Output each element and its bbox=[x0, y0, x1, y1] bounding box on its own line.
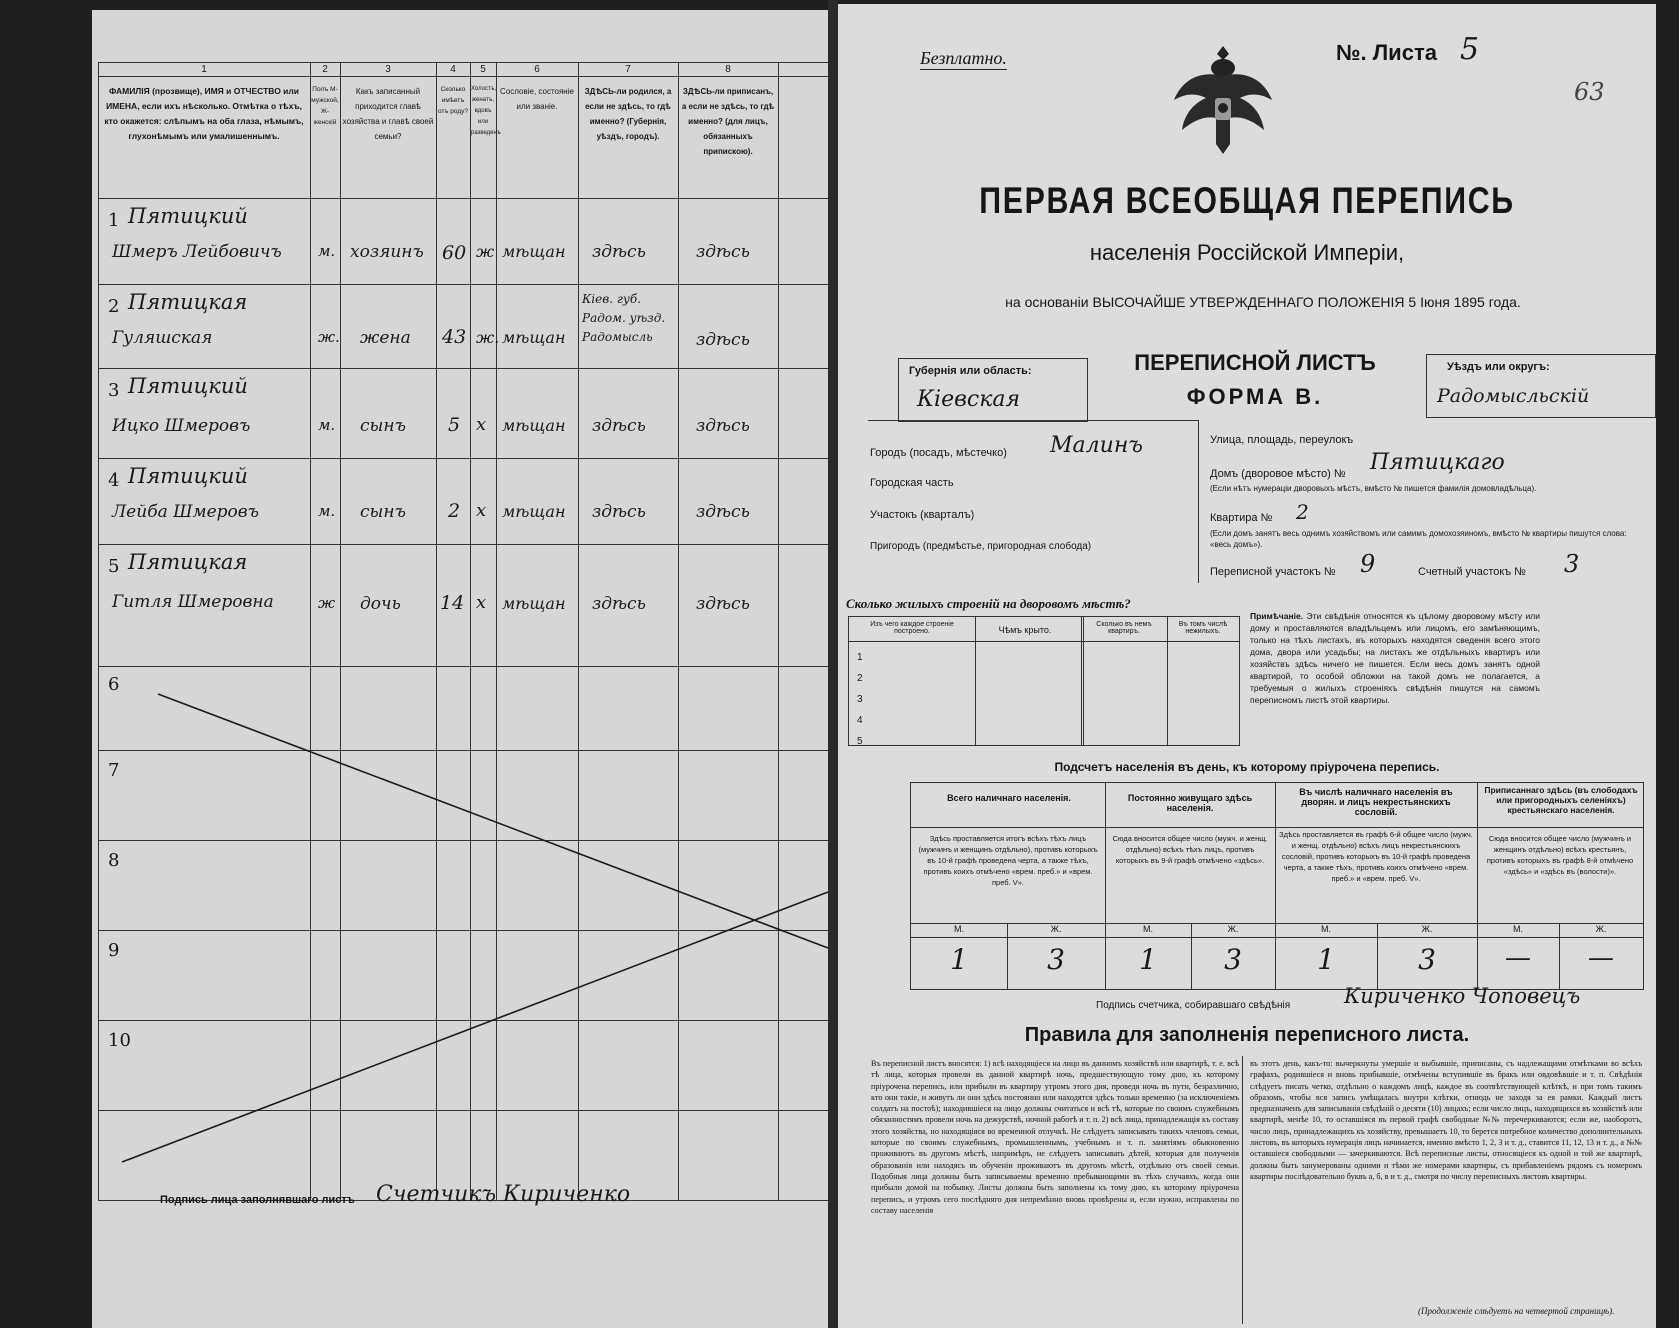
district-box bbox=[1426, 354, 1656, 418]
birthplace-cell: Кіев. губ. Радом. уѣзд. Радомысль bbox=[582, 292, 666, 344]
apartment-label: Квартира № bbox=[1210, 512, 1273, 524]
rules-column-1: Въ переписной листъ вносятся: 1) всѣ находящіеся на лицо въ данномъ хозяйствѣ или квартирѣ, т. е. всѣ тѣ лица, которыя провели въ данной квартирѣ ночь, предшествующую тому дню, къ которому пріурочена перепись, или прибыли въ квартиру утромъ этого дня, проведя ночь въ пути, безразлично, кто они такіе, и живутъ ли они здѣсь постоянно или находятся здѣсь только временно (за исключеніемъ солдатъ на постоѣ); находившіеся на лицо должны считаться и всѣ тѣ, которые по своимъ служебнымъ обязанностямъ провели ночь на дежурствѣ, ночной работѣ и т. п. 2) всѣ лица, принадлежащія къ составу этого хозяйства, но находящіяся во временной отлучкѣ. Не слѣдуетъ записывать такихъ членовъ семьи, которые по своимъ служебнымъ, промышленнымъ, учебнымъ и т. п. занятіямъ обыкновенно проживаютъ въ другомъ мѣстѣ, напримѣръ, не слѣдуетъ записывать дѣтей, которыя для полученія образованія или находясь въ обученіи проживаютъ въ другомъ мѣстѣ, отдѣльно отъ своей семьи. Подобныя лица должны быть записываемы временно пребывающими въ тѣхъ случаяхъ, когда они прибыли домой на побывку. Листы должны быть заполнены къ тому дню, къ которому пріурочена перепись, и утромъ сего послѣдняго дня непремѣнно вновь провѣрены и, если нужно, исправлены по составу населенія bbox=[871, 1059, 1239, 1215]
count-header-peasant: Приписаннаго здѣсь (въ слободахъ или пригородныхъ селеніяхъ) крестьянскаго населенія. bbox=[1484, 785, 1638, 815]
estate-cell: мѣщан bbox=[502, 328, 566, 347]
row-number: 10 bbox=[108, 1030, 131, 1051]
ascribed-cell: здѣсь bbox=[696, 502, 750, 522]
bt-header-nonresidential: Въ томъ числѣ нежилыхъ. bbox=[1178, 621, 1228, 635]
birthplace-cell: здѣсь bbox=[592, 416, 646, 436]
district-value: Радомысльскій bbox=[1437, 385, 1590, 407]
province-value: Кіевская bbox=[917, 387, 1021, 412]
book-spine bbox=[828, 0, 838, 1328]
province-box bbox=[898, 358, 1088, 422]
sheet-number-label: №. Листа bbox=[1336, 40, 1437, 65]
header-ascribed: ЗДѢСЬ-ли приписанъ, а если не здѣсь, то гдѣ именно? (для лицъ, обязанныхъ припискою). bbox=[681, 87, 775, 156]
col-number: 4 bbox=[450, 64, 456, 75]
surname-cell: Пятицкий bbox=[128, 204, 248, 228]
m-label: М. bbox=[954, 924, 964, 934]
surname-cell: Пятицкая bbox=[128, 290, 248, 314]
address-right bbox=[1200, 420, 1640, 590]
row-number: 7 bbox=[108, 760, 120, 781]
count-peasant-f: — bbox=[1588, 943, 1614, 973]
relation-cell: сынъ bbox=[360, 502, 406, 522]
count-note-permanent: Сюда вносится общее число (мужч. и женщ. отдѣльно) всѣхъ тѣхъ лицъ, противъ которыхъ въ 9-й графѣ отмѣчено «здѣсь». bbox=[1112, 834, 1268, 865]
rules-title: Правила для заполненія переписного листа. bbox=[1024, 1024, 1470, 1046]
census-table bbox=[98, 62, 828, 1200]
sex-cell: м. bbox=[318, 242, 336, 260]
row-number: 6 bbox=[108, 674, 120, 695]
estate-cell: мѣщан bbox=[502, 242, 566, 261]
estate-cell: мѣщан bbox=[502, 502, 566, 521]
house-value: Пятицкаго bbox=[1370, 450, 1505, 475]
census-area-value: 9 bbox=[1360, 550, 1376, 578]
city-part-label: Городская часть bbox=[870, 477, 954, 489]
surname-cell: Пятицкий bbox=[128, 464, 248, 488]
row-number: 4 bbox=[108, 470, 120, 491]
header-marital: Холостъ, женатъ, вдовъ или разведенъ bbox=[471, 86, 501, 136]
house-note: (Если нѣтъ нумераціи дворовыхъ мѣстъ, вмѣсто № пишется фамилія домовладѣльца). bbox=[1210, 484, 1537, 493]
strike-through-lines bbox=[98, 62, 828, 1200]
left-page bbox=[92, 10, 828, 1328]
census-area-label: Переписной участокъ № bbox=[1210, 566, 1336, 578]
note-text: Эти свѣдѣнія относятся къ цѣлому дворовому мѣсту или дому и проставляются владѣльцемъ или лицомъ, его замѣняющимъ, только на тѣхъ листахъ, въ которыхъ находятся сведенія всего этого дома, двора или усадьбы; на листахъ же отдѣльныхъ квартиръ или хозяйствъ здѣсь ничего не пишется. Если весь домъ занятъ одной квартирой, то особой обложки на такой домъ не полагается, а требуемыя о жилыхъ строеніяхъ свѣдѣнія пишутся на самомъ переписномъ листѣ этой квартиры. bbox=[1250, 611, 1540, 705]
ascribed-cell: здѣсь bbox=[696, 594, 750, 614]
m-label: М. bbox=[1513, 924, 1523, 934]
sheet-number-value: 5 bbox=[1460, 32, 1480, 67]
town-label: Городъ (посадъ, мѣстечко) bbox=[870, 447, 1007, 459]
district-label: Уѣздъ или округъ: bbox=[1447, 361, 1550, 373]
address-left bbox=[868, 420, 1199, 583]
relation-cell: дочь bbox=[360, 594, 401, 614]
f-label: Ж. bbox=[1421, 924, 1433, 934]
rules-continued: (Продолженіе слѣдуетъ на четвертой страницѣ). bbox=[1418, 1306, 1615, 1316]
age-cell: 5 bbox=[448, 414, 461, 436]
ascribed-cell: здѣсь bbox=[696, 242, 750, 262]
sex-cell: ж. bbox=[318, 328, 340, 346]
count-header-total: Всего наличнаго населенія. bbox=[947, 793, 1071, 803]
buildings-question: Сколько жилыхъ строеній на дворовомъ мѣстѣ? bbox=[846, 596, 1131, 611]
count-note-total: Здѣсь проставляется итогъ всѣхъ тѣхъ лицъ (мужчинъ и женщинъ отдѣльно), противъ которыхъ въ 10-й графѣ проведена черта, а также тѣхъ, противъ коихъ отмѣчено «врем. преб.» и «врем. преб. V». bbox=[918, 834, 1098, 887]
header-name: ФАМИЛІЯ (прозвище), ИМЯ и ОТЧЕСТВО или ИМЕНА, если ихъ нѣсколько. Отмѣтка о тѣхъ, кто окажется: слѣпымъ на оба глаза, нѣмымъ, глухонѣмымъ или умалишеннымъ. bbox=[104, 86, 304, 141]
enumerator-label: Подпись счетчика, собиравшаго свѣдѣнія bbox=[1096, 1000, 1291, 1011]
row-number: 1 bbox=[108, 210, 120, 231]
ascribed-cell: здѣсь bbox=[696, 416, 750, 436]
count-total-m: 1 bbox=[950, 943, 968, 976]
marital-cell: х bbox=[476, 414, 487, 435]
relation-cell: хозяинъ bbox=[350, 242, 424, 262]
form-subtitle: ФОРМА В. bbox=[1186, 384, 1324, 409]
bt-header-material: Изъ чего каждое строеніе построено. bbox=[870, 621, 954, 635]
m-label: М. bbox=[1143, 924, 1153, 934]
count-permanent-m: 1 bbox=[1139, 943, 1157, 976]
col-number: 2 bbox=[322, 64, 328, 75]
given-name-cell: Гитля Шмеровна bbox=[112, 592, 274, 612]
note-block bbox=[1250, 610, 1540, 706]
col-number: 8 bbox=[725, 64, 731, 75]
count-area-value: 3 bbox=[1564, 550, 1580, 578]
f-label: Ж. bbox=[1227, 924, 1239, 934]
town-value: Малинъ bbox=[1050, 433, 1143, 458]
ascribed-cell: здѣсь bbox=[696, 330, 750, 350]
bt-header-roof: Чѣмъ крыто. bbox=[998, 625, 1052, 635]
age-cell: 2 bbox=[448, 500, 461, 522]
f-label: Ж. bbox=[1595, 924, 1607, 934]
row-number: 2 bbox=[108, 296, 120, 317]
apartment-value: 2 bbox=[1296, 500, 1309, 524]
age-cell: 14 bbox=[440, 592, 465, 614]
row-number: 3 bbox=[108, 380, 120, 401]
sex-cell: ж bbox=[318, 594, 336, 612]
rules-column-2: въ этотъ день, какъ-то: вычеркнуты умершіе и выбывшіе, приписаны, съ надлежащими отмѣтками во всѣхъ графахъ, родившіеся и вновь прибывшіе, отмѣчены вступившіе въ бракъ или овдовѣвшіе и т. п. Свѣдѣнія слѣдуетъ писать четко, отдѣльно о каждомъ лицѣ, каждое въ соотвѣтствующей клѣткѣ, и при томъ такимъ образомъ, чтобы вся запись умѣщалась внутри клѣтки, отнюдь не заходя за ея рамки. Каждый листъ предназначенъ для записыванія свѣдѣній о десяти (10) лицахъ; если число лицъ, находящихся въ хозяйствѣ или квартирѣ, менѣе 10, то оставшіяся въ первой графѣ свободные №№ перечеркиваются; если же, наоборотъ, число лицъ, принадлежащихъ къ хозяйству, превышаетъ 10, то берется потребное количество дополнительныхъ листовъ, въ которыхъ нумерація лицъ начинается, именно вмѣсто 1, 2, 3 и т. д., ставится 11, 12, 13 и т. д., а №№ оставшіеся свободными — зачеркиваются. Всѣ переписные листы, относящіеся къ одной и той же квартирѣ, должны быть занумерованы одними и тѣми же номерами квартиры, съ прибавленіемъ рядомъ съ номеромъ квартиры послѣдовательно буквъ а, б, в и т. д., смотря по числу переписныхъ листовъ квартиры. bbox=[1250, 1059, 1642, 1181]
suburb-label: Пригородъ (предмѣстье, пригородная слобода) bbox=[870, 541, 1092, 552]
precinct-label: Участокъ (кварталъ) bbox=[870, 509, 975, 521]
row-number: 8 bbox=[108, 850, 120, 871]
birthplace-cell: здѣсь bbox=[592, 242, 646, 262]
age-cell: 43 bbox=[442, 326, 467, 348]
header-age: Сколько имѣетъ отъ роду? bbox=[437, 86, 469, 115]
count-header-nonpeasant: Въ числѣ наличнаго населенія въ дворян. и лицъ некрестьянскихъ сословій. bbox=[1299, 787, 1453, 817]
count-title: Подсчетъ населенія въ день, къ которому пріурочена перепись. bbox=[1054, 760, 1440, 774]
marital-cell: х bbox=[476, 592, 487, 613]
estate-cell: мѣщан bbox=[502, 416, 566, 435]
main-title: ПЕРВАЯ ВСЕОБЩАЯ ПЕРЕПИСЬ bbox=[979, 180, 1515, 221]
signature-value: Счетчикъ Кириченко bbox=[376, 1182, 631, 1207]
note-label: Примѣчаніе. bbox=[1250, 611, 1304, 621]
age-cell: 60 bbox=[442, 242, 467, 264]
col-number: 6 bbox=[534, 64, 540, 75]
birthplace-cell: здѣсь bbox=[592, 502, 646, 522]
street-label: Улица, площадь, переулокъ bbox=[1210, 434, 1354, 446]
apartment-note: (Если домъ занятъ весь однимъ хозяйствомъ или самимъ домохозяиномъ, вмѣсто № квартиры пишутся слова: «весь домъ»). bbox=[1210, 529, 1627, 549]
count-total-f: 3 bbox=[1047, 943, 1065, 976]
signature-label: Подпись лица заполнявшаго листъ bbox=[160, 1194, 355, 1206]
given-name-cell: Лейба Шмеровъ bbox=[112, 502, 260, 522]
count-area-label: Счетный участокъ № bbox=[1418, 566, 1526, 578]
house-label: Домъ (дворовое мѣсто) № bbox=[1210, 468, 1346, 480]
birthplace-cell: здѣсь bbox=[592, 594, 646, 614]
col-number: 7 bbox=[625, 64, 631, 75]
m-label: М. bbox=[1321, 924, 1331, 934]
count-peasant-m: — bbox=[1505, 943, 1531, 973]
row-number: 9 bbox=[108, 940, 120, 961]
bt-row: 1 2 3 4 5 bbox=[857, 652, 863, 747]
sex-cell: м. bbox=[318, 502, 336, 520]
sex-cell: м. bbox=[318, 416, 336, 434]
col-number: 5 bbox=[480, 64, 486, 75]
count-note-peasant: Сюда вносится общее число (мужчинъ и женщинъ отдѣльно) всѣхъ крестьянъ, противъ которыхъ въ графѣ 8-й отмѣчено «здѣсь» и «здѣсь въ (волости)». bbox=[1486, 834, 1634, 876]
given-name-cell: Шмеръ Лейбовичъ bbox=[112, 242, 282, 262]
count-permanent-f: 3 bbox=[1224, 943, 1242, 976]
header-sex: Полъ М-мужской, Ж-женскій bbox=[311, 86, 339, 126]
relation-cell: жена bbox=[360, 328, 411, 348]
imperial-eagle-emblem bbox=[1170, 40, 1276, 160]
count-note-nonpeasant: Здѣсь проставляется въ графѣ 6-й общее число (мужч. и женщ. отдѣльно) всѣхъ лицъ некрестьянскихъ сословій, противъ которыхъ въ 10-й графѣ проведена черта, а также тѣхъ, противъ коихъ отмѣчено «врем. преб.» и «врем. преб. V». bbox=[1279, 830, 1473, 883]
count-header-permanent: Постоянно живущаго здѣсь населенія. bbox=[1127, 793, 1253, 813]
marital-cell: ж bbox=[476, 242, 495, 261]
given-name-cell: Ицко Шмеровъ bbox=[112, 416, 251, 436]
marital-cell: х bbox=[476, 500, 487, 521]
relation-cell: сынъ bbox=[360, 416, 406, 436]
right-page bbox=[838, 4, 1656, 1328]
header-estate: Сословіе, состояніе или званіе. bbox=[500, 87, 574, 111]
form-title: ПЕРЕПИСНОЙ ЛИСТЪ bbox=[1134, 350, 1376, 375]
enumerator-signature: Кириченко Чоповецъ bbox=[1344, 984, 1581, 1008]
free-label: Безплатно. bbox=[920, 48, 1007, 68]
count-nonpeasant-f: 3 bbox=[1418, 943, 1436, 976]
col-number: 1 bbox=[201, 64, 207, 75]
f-label: Ж. bbox=[1050, 924, 1062, 934]
header-relation: Какъ записанный приходится главѣ хозяйства и главѣ своей семьи? bbox=[342, 87, 434, 141]
province-label: Губернія или область: bbox=[909, 365, 1032, 377]
count-nonpeasant-m: 1 bbox=[1317, 943, 1335, 976]
legal-basis: на основаніи ВЫСОЧАЙШЕ УТВЕРЖДЕННАГО ПОЛОЖЕНІЯ 5 Іюня 1895 года. bbox=[1005, 294, 1521, 310]
marital-cell: ж. bbox=[476, 328, 500, 347]
sheet-pencil-number: 63 bbox=[1574, 78, 1605, 106]
bt-header-apartments: Сколько въ немъ квартиръ. bbox=[1096, 621, 1152, 635]
buildings-table bbox=[848, 616, 1240, 746]
subtitle: населенія Россійской Имперіи, bbox=[1089, 240, 1405, 265]
header-birthplace: ЗДѢСЬ-ли родился, а если не здѣсь, то гдѣ именно? (Губернія, уѣздъ, городъ). bbox=[584, 87, 672, 141]
surname-cell: Пятицкая bbox=[128, 550, 248, 574]
given-name-cell: Гуляшская bbox=[112, 328, 213, 348]
population-count-table bbox=[910, 782, 1644, 990]
row-number: 5 bbox=[108, 556, 120, 577]
surname-cell: Пятицкий bbox=[128, 374, 248, 398]
col-number: 3 bbox=[385, 64, 391, 75]
estate-cell: мѣщан bbox=[502, 594, 566, 613]
